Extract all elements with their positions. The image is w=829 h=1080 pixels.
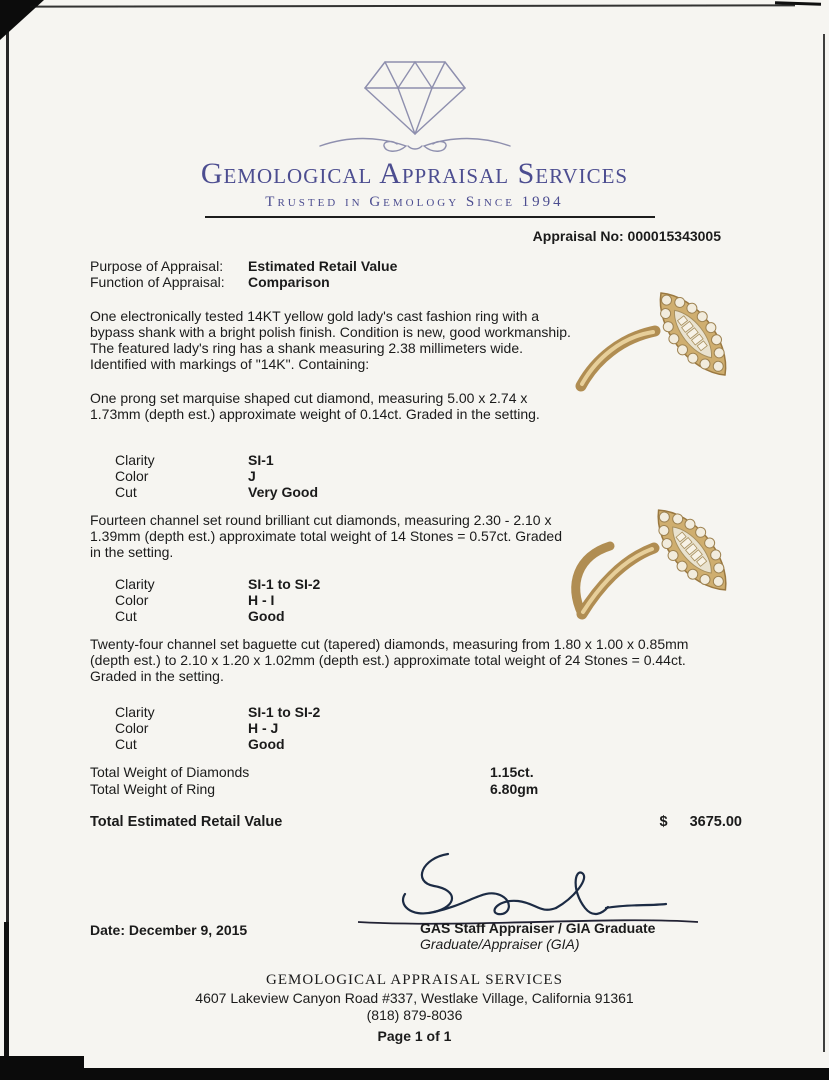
company-tagline: Trusted in Gemology Since 1994 (265, 194, 564, 210)
spec-row (115, 704, 320, 720)
spec-value: SI-1 to SI-2 (248, 576, 321, 592)
header-divider (205, 216, 655, 218)
appraisal-number: Appraisal No: 000015343005 (532, 228, 721, 244)
spec-value: SI-1 (248, 452, 274, 468)
stone-description-1: One prong set marquise shaped cut diamond, measuring 5.00 x 2.74 x 1.73mm (depth est.) approximate weight of 0.14ct. Graded in the setting. (90, 390, 540, 422)
spec-label: Color (115, 592, 149, 608)
spec-value: J (248, 468, 256, 484)
signature-icon (348, 838, 710, 930)
ring-image (565, 284, 770, 402)
retail-amount: 3675.00 (689, 814, 742, 830)
spec-label: Cut (115, 736, 137, 752)
spec-value: SI-1 to SI-2 (248, 704, 321, 720)
appraiser-credential: Graduate/Appraiser (GIA) (420, 936, 580, 952)
total-row-diamonds (90, 764, 538, 781)
spec-row (115, 720, 320, 736)
scan-bottomleft-mark (0, 1056, 84, 1080)
page-number: Page 1 of 1 (377, 1028, 452, 1044)
appraisal-fields (90, 258, 397, 290)
ring-image (552, 488, 772, 628)
currency-symbol: $ (659, 814, 668, 830)
spec-row (115, 484, 318, 500)
spec-row (115, 576, 320, 592)
spec-row (115, 592, 320, 608)
date-label: Date: December 9, 2015 (90, 922, 248, 938)
total-label: Total Weight of Ring (90, 781, 216, 797)
spec-value: H - J (248, 720, 279, 736)
total-value: 1.15ct. (490, 764, 534, 780)
spec-label: Color (115, 468, 149, 484)
field-label: Purpose of Appraisal: (90, 258, 224, 274)
spec-label: Clarity (115, 704, 155, 720)
footer-phone: (818) 879-8036 (366, 1007, 463, 1023)
signature-image (348, 838, 710, 933)
ring-photo-top (565, 284, 770, 405)
spec-label: Cut (115, 608, 137, 624)
field-label: Function of Appraisal: (90, 274, 225, 290)
total-row-ring (90, 781, 538, 798)
scan-top-edge (30, 4, 795, 7)
spec-label: Clarity (115, 576, 155, 592)
footer-company: GEMOLOGICAL APPRAISAL SERVICES (266, 972, 563, 988)
stone-description-3: Twenty-four channel set baguette cut (tapered) diamonds, measuring from 1.80 x 1.00 x 0.85mm (depth est.) to 2.10 x 1.20 x 1.02mm (depth est.) approximate total weight of 24 Stones = 0.44ct. Graded in the setting. (90, 636, 689, 684)
scan-bottom-edge (0, 1068, 829, 1080)
company-logo (0, 44, 829, 159)
spec-value: Good (248, 736, 285, 752)
appraiser-title: GAS Staff Appraiser / GIA Graduate (420, 920, 656, 936)
total-label: Total Weight of Diamonds (90, 764, 250, 780)
retail-value-row (90, 814, 742, 830)
spec-label: Color (115, 720, 149, 736)
total-value: 6.80gm (490, 781, 539, 797)
field-row-function (90, 274, 397, 290)
spec-value: H - I (248, 592, 275, 608)
spec-row (115, 736, 320, 752)
spec-label: Cut (115, 484, 137, 500)
retail-label: Total Estimated Retail Value (90, 814, 283, 830)
spec-label: Clarity (115, 452, 155, 468)
field-row-purpose (90, 258, 397, 274)
spec-row (115, 468, 318, 484)
description-intro: One electronically tested 14KT yellow gold lady's cast fashion ring with a bypass shank with a bright polish finish. Condition is new, good workmanship. The featured lady's ring has a shank measuring 2.38 millimeters wide. Identified with markings of "14K". Containing: (90, 308, 571, 372)
diamond-icon (300, 44, 530, 156)
footer-address: 4607 Lakeview Canyon Road #337, Westlake Village, California 91361 (195, 990, 634, 1006)
spec-value: Good (248, 608, 285, 624)
spec-table-3 (115, 704, 320, 752)
spacer (282, 814, 659, 830)
spec-table-1 (115, 452, 318, 500)
spec-row (115, 452, 318, 468)
spec-table-2 (115, 576, 320, 624)
spec-row (115, 608, 320, 624)
stone-description-2: Fourteen channel set round brilliant cut diamonds, measuring 2.30 - 2.10 x 1.39mm (depth est.) approximate total weight of 14 Stones = 0.57ct. Graded in the setting. (90, 512, 562, 560)
spec-value: Very Good (248, 484, 319, 500)
company-title: Gemological Appraisal Services (200, 157, 629, 190)
field-value: Estimated Retail Value (248, 258, 398, 274)
ring-photo-bottom (552, 488, 772, 631)
appraiser-block (420, 920, 655, 952)
field-value: Comparison (248, 274, 330, 290)
totals-section (90, 764, 538, 798)
